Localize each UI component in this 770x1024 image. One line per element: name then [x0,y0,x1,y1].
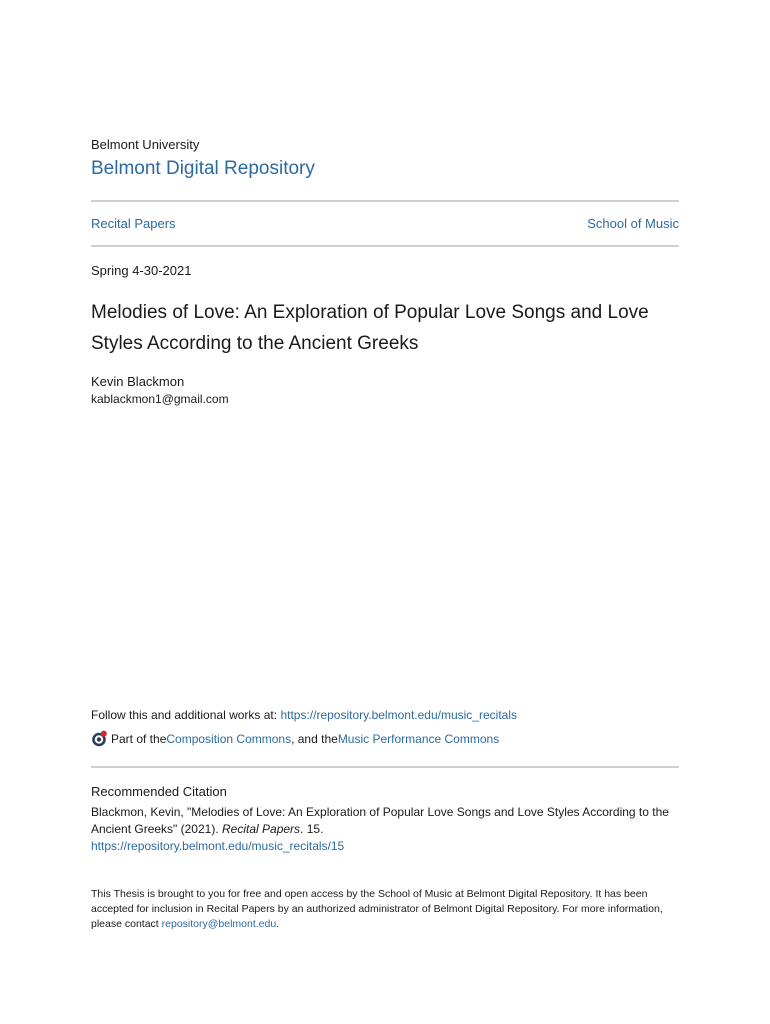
publication-date: Spring 4-30-2021 [91,263,192,278]
author-email: kablackmon1@gmail.com [91,392,229,406]
contact-email-link[interactable]: repository@belmont.edu [161,918,277,930]
author-name: Kevin Blackmon [91,374,185,389]
divider [91,200,679,202]
recital-papers-link[interactable]: Recital Papers [91,216,176,231]
paper-title: Melodies of Love: An Exploration of Popular Love Songs and Love Styles According to the Ancient Greeks [91,302,649,354]
access-notice [91,887,679,932]
citation-block [91,804,679,855]
composition-commons-link[interactable]: Composition Commons [166,731,292,746]
citation-number: . 15. [300,822,324,836]
part-of-line [91,730,499,747]
citation-url-link[interactable]: https://repository.belmont.edu/music_recitals/15 [91,839,345,853]
part-of-middle: , and the [291,731,338,746]
repository-link[interactable]: Belmont Digital Repository [91,158,315,179]
follow-line [91,708,517,722]
university-name: Belmont University [91,137,200,152]
school-of-music-link[interactable]: School of Music [587,216,679,231]
notice-end: . [276,918,280,930]
part-of-prefix: Part of the [111,731,167,746]
divider [91,766,679,768]
music-performance-commons-link[interactable]: Music Performance Commons [337,731,500,746]
network-commons-icon [91,730,108,747]
citation-text: Blackmon, Kevin, "Melodies of Love: An Exploration of Popular Love Songs and Love Styles According to the Ancient Greeks" (2021). [91,805,669,836]
collection-url-link[interactable]: https://repository.belmont.edu/music_recitals [280,708,517,722]
divider [91,245,679,247]
notice-text: This Thesis is brought to you for free and open access by the School of Music at Belmont Digital Repository. It has been accepted for inclusion in Recital Papers by an authorized administrator of Belmont Digital Repository. For more information, please contact [91,888,663,930]
citation-heading: Recommended Citation [91,784,227,799]
citation-series: Recital Papers [222,822,301,836]
follow-text: Follow this and additional works at: [91,708,281,722]
